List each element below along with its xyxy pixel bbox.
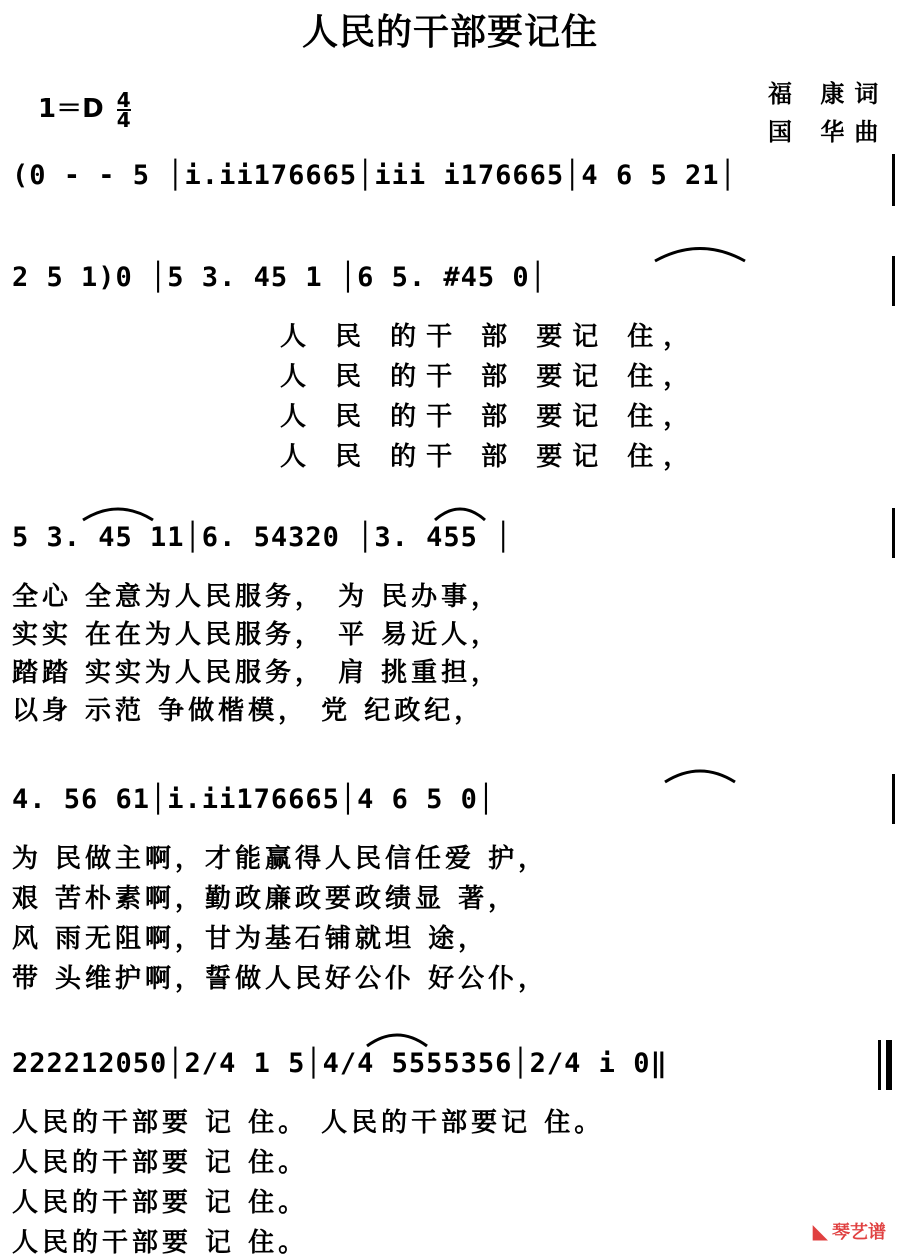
- lyric-line: 人民的干部要 记 住。 人民的干部要记 住。: [12, 1108, 605, 1138]
- song-title: 人民的干部要记住: [301, 12, 598, 53]
- composer-credit: 国 华曲: [768, 118, 889, 146]
- lyric-line: 风 雨无阻啊，甘为基石铺就坦 途，: [12, 924, 489, 954]
- tie-mark: [430, 498, 490, 524]
- lyric-line: 人 民 的干 部 要记 住，: [280, 402, 700, 432]
- time-bottom: 4: [116, 107, 131, 132]
- tie-mark: [362, 1024, 432, 1050]
- key-label: 1＝D: [38, 94, 104, 124]
- tie-mark: [650, 236, 750, 266]
- lyric-line: 实实 在在为人民服务， 平 易近人，: [12, 620, 502, 650]
- lyric-line: 为 民做主啊，才能赢得人民信任爱 护，: [12, 844, 549, 874]
- tie-arc: [665, 771, 735, 782]
- tie-arc: [83, 509, 153, 520]
- barline: [892, 256, 895, 306]
- lyric-line: 带 头维护啊，誓做人民好公仆 好公仆，: [12, 964, 549, 994]
- watermark-text: 琴艺谱: [832, 1222, 886, 1243]
- time-signature: [116, 87, 131, 132]
- tie-mark: [78, 498, 158, 524]
- lyric-line: 人 民 的干 部 要记 住，: [280, 322, 700, 352]
- lyric-line: 以身 示范 争做楷模， 党 纪政纪，: [12, 696, 485, 726]
- lyric-line: 人 民 的干 部 要记 住，: [280, 442, 700, 472]
- tie-arc: [655, 249, 745, 262]
- tie-arc: [435, 509, 485, 520]
- lyric-line: 人 民 的干 部 要记 住，: [280, 362, 700, 392]
- notation-line-4: 4. 56 61│i.ii176665│4 6 5 0│: [12, 784, 496, 815]
- time-top: 4: [116, 87, 131, 112]
- notation-line-1: (0 - - 5 │i.ii176665│iii i176665│4 6 5 21│: [12, 160, 737, 191]
- lyric-line: 艰 苦朴素啊，勤政廉政要政绩显 著，: [12, 884, 519, 914]
- barline: [892, 774, 895, 824]
- final-barline-thick: [886, 1040, 892, 1090]
- final-barline-thin: [878, 1040, 881, 1090]
- notation-line-5: 222212050│2/4 1 5│4/4 5555356│2/4 i 0‖: [12, 1048, 668, 1079]
- lyric-line: 人民的干部要 记 住。: [12, 1228, 309, 1258]
- watermark-logo: [813, 1218, 886, 1244]
- barline: [892, 508, 895, 558]
- lyricist-credit: 福 康词: [768, 80, 889, 108]
- lyric-line: 全心 全意为人民服务， 为 民办事，: [12, 582, 502, 612]
- key-signature: [38, 87, 131, 132]
- lyric-line: 人民的干部要 记 住。: [12, 1148, 309, 1178]
- barline: [892, 154, 895, 206]
- logo-icon: ◣: [812, 1219, 828, 1243]
- tie-mark: [660, 760, 740, 786]
- tie-arc: [367, 1035, 427, 1046]
- lyric-line: 踏踏 实实为人民服务， 肩 挑重担，: [12, 658, 502, 688]
- lyric-line: 人民的干部要 记 住。: [12, 1188, 309, 1218]
- notation-line-2: 2 5 1)0 │5 3. 45 1 │6 5. #45 0│: [12, 262, 547, 293]
- notation-line-3: 5 3. 45 11│6. 54320 │3. 455 │: [12, 522, 513, 553]
